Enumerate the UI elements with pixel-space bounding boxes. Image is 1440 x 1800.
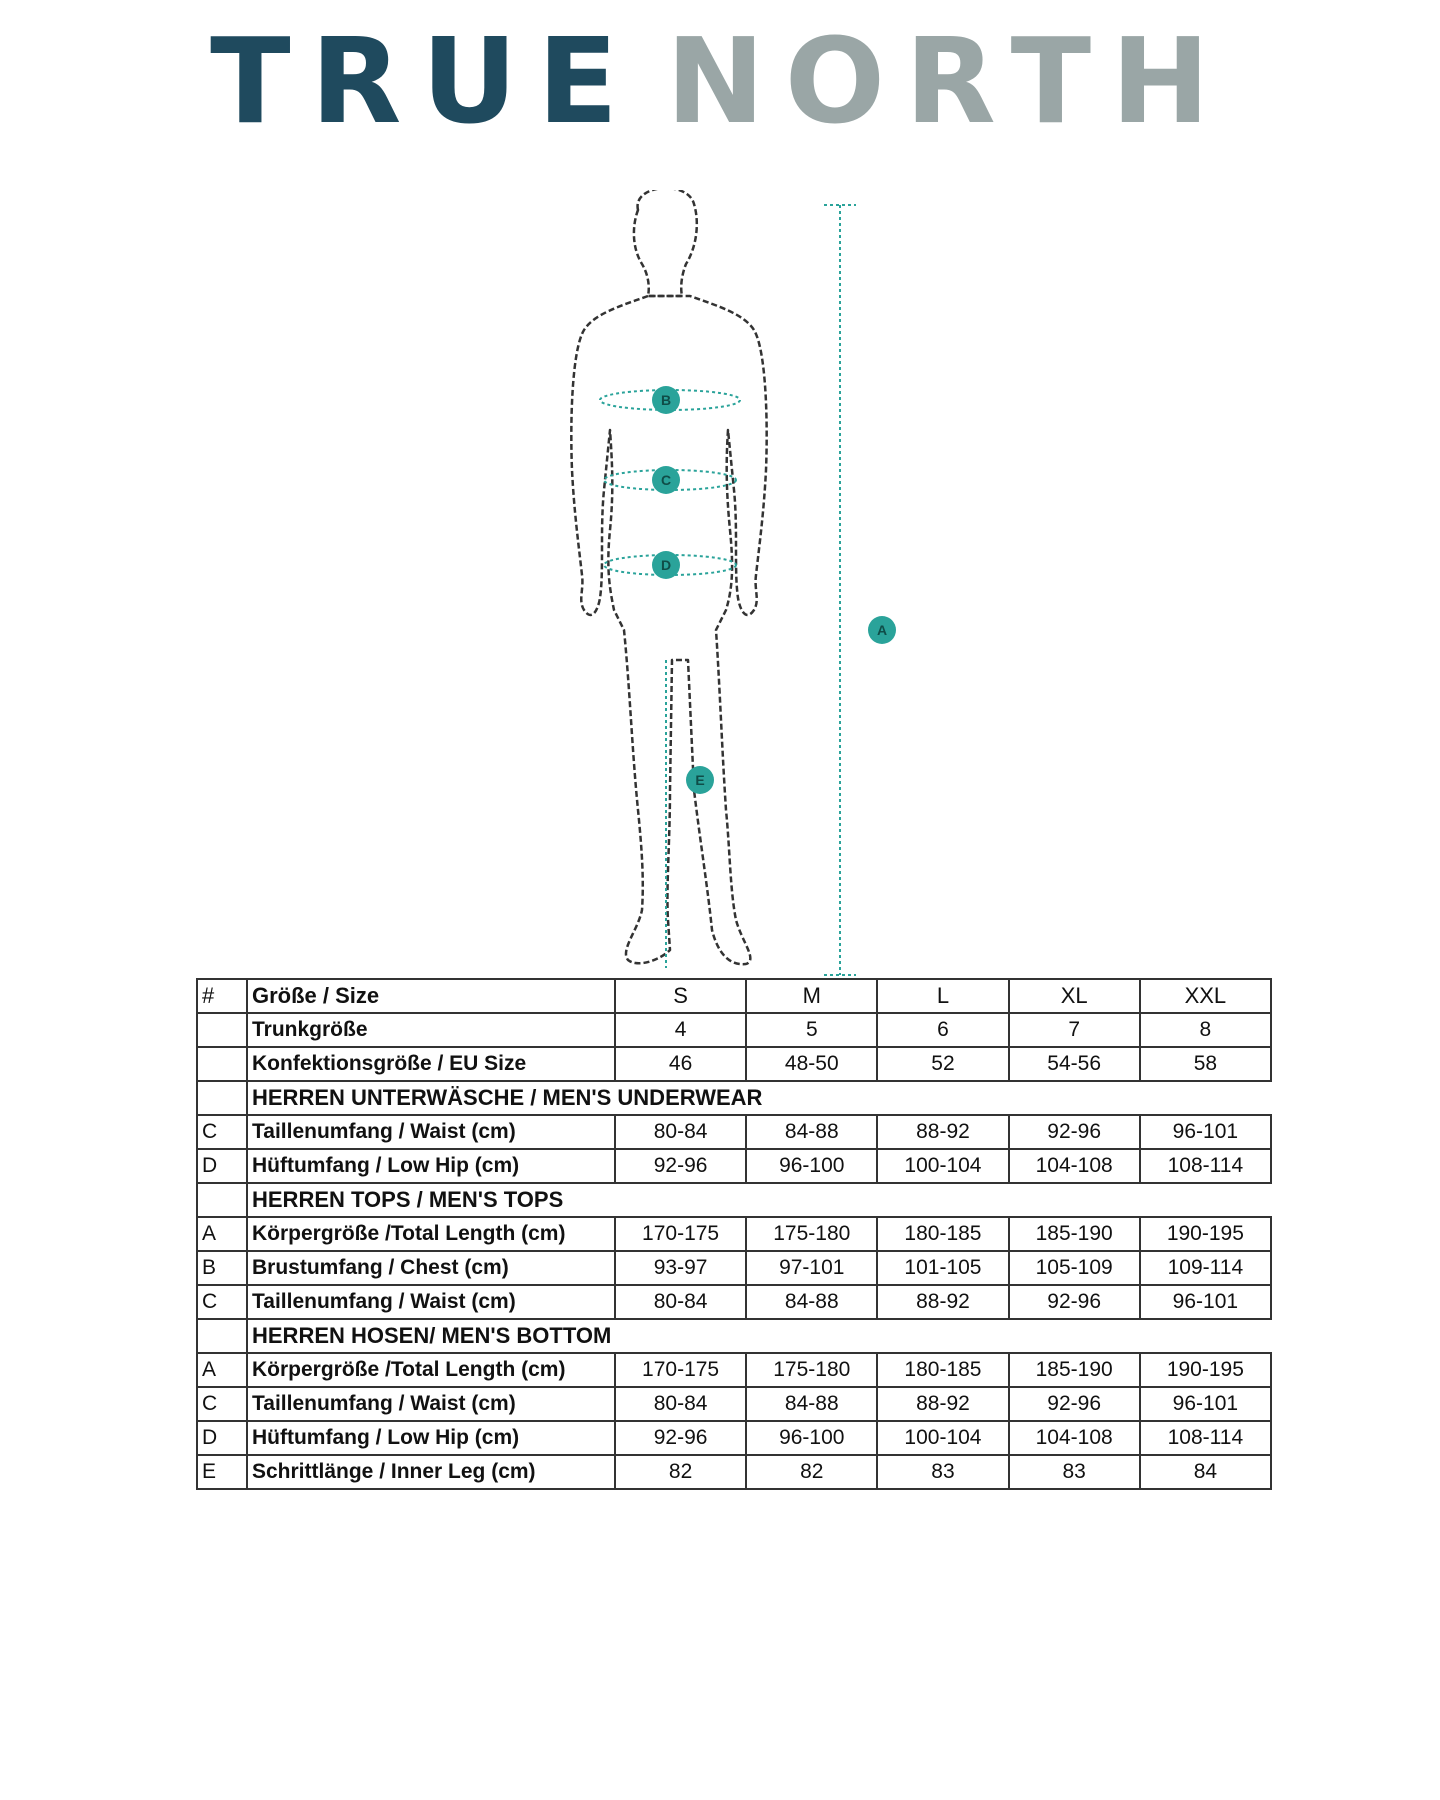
size-value: 88-92 [877, 1115, 1008, 1149]
section-title: HERREN HOSEN/ MEN'S BOTTOM [247, 1319, 1271, 1353]
section-title: HERREN UNTERWÄSCHE / MEN'S UNDERWEAR [247, 1081, 1271, 1115]
row-label: Trunkgröße [247, 1013, 615, 1047]
size-value: 83 [877, 1455, 1008, 1489]
size-value: 97-101 [746, 1251, 877, 1285]
size-conversion-row [197, 1047, 1271, 1081]
row-label: Körpergröße /Total Length (cm) [247, 1217, 615, 1251]
measurement-row [197, 1387, 1271, 1421]
size-value: M [746, 979, 877, 1013]
size-value: 88-92 [877, 1387, 1008, 1421]
svg-text:B: B [660, 392, 672, 408]
size-value: 6 [877, 1013, 1008, 1047]
section-header-row [197, 1081, 1271, 1115]
row-label: Taillenumfang / Waist (cm) [247, 1285, 615, 1319]
measurement-row [197, 1115, 1271, 1149]
size-value: 96-101 [1140, 1285, 1271, 1319]
svg-text:C: C [660, 472, 672, 488]
row-label: Größe / Size [247, 979, 615, 1013]
size-value: 4 [615, 1013, 746, 1047]
size-value: 84-88 [746, 1285, 877, 1319]
measurement-row [197, 1421, 1271, 1455]
measurement-row [197, 1285, 1271, 1319]
row-id: C [197, 1115, 247, 1149]
size-value: 83 [1009, 1455, 1140, 1489]
size-value: 96-101 [1140, 1115, 1271, 1149]
marker-d [652, 551, 680, 579]
size-value: 175-180 [746, 1353, 877, 1387]
size-value: 96-100 [746, 1421, 877, 1455]
measurement-row [197, 1353, 1271, 1387]
row-label: Körpergröße /Total Length (cm) [247, 1353, 615, 1387]
size-value: 88-92 [877, 1285, 1008, 1319]
size-value: 170-175 [615, 1353, 746, 1387]
svg-text:E: E [695, 772, 705, 788]
row-id: E [197, 1455, 247, 1489]
size-value: 104-108 [1009, 1149, 1140, 1183]
marker-e [686, 766, 714, 794]
size-value: 80-84 [615, 1285, 746, 1319]
marker-c [652, 466, 680, 494]
section-header-row [197, 1183, 1271, 1217]
brand-word-true: TRUE [210, 12, 638, 150]
section-id-blank [197, 1081, 247, 1115]
row-label: Hüftumfang / Low Hip (cm) [247, 1149, 615, 1183]
size-value: 92-96 [1009, 1387, 1140, 1421]
size-value: 54-56 [1009, 1047, 1140, 1081]
size-value: 80-84 [615, 1115, 746, 1149]
size-value: 185-190 [1009, 1217, 1140, 1251]
section-header-row [197, 1319, 1271, 1353]
size-value: 52 [877, 1047, 1008, 1081]
size-value: 92-96 [1009, 1285, 1140, 1319]
measurement-row [197, 1149, 1271, 1183]
size-value: 180-185 [877, 1353, 1008, 1387]
size-value: 185-190 [1009, 1353, 1140, 1387]
size-value: 48-50 [746, 1047, 877, 1081]
size-value: 82 [615, 1455, 746, 1489]
svg-text:A: A [876, 622, 888, 638]
size-chart-table [196, 978, 1272, 1490]
row-id [197, 1013, 247, 1047]
section-title: HERREN TOPS / MEN'S TOPS [247, 1183, 1271, 1217]
row-label: Brustumfang / Chest (cm) [247, 1251, 615, 1285]
row-id: # [197, 979, 247, 1013]
size-value: XXL [1140, 979, 1271, 1013]
size-value: 58 [1140, 1047, 1271, 1081]
marker-b [652, 386, 680, 414]
row-id: A [197, 1353, 247, 1387]
size-value: 46 [615, 1047, 746, 1081]
size-value: 190-195 [1140, 1353, 1271, 1387]
figure-head [634, 190, 697, 296]
row-label: Taillenumfang / Waist (cm) [247, 1387, 615, 1421]
brand-word-north: NORTH [665, 12, 1230, 150]
row-id [197, 1047, 247, 1081]
measurement-row [197, 1217, 1271, 1251]
measurement-row [197, 1251, 1271, 1285]
row-label: Schrittlänge / Inner Leg (cm) [247, 1455, 615, 1489]
row-label: Hüftumfang / Low Hip (cm) [247, 1421, 615, 1455]
size-value: 104-108 [1009, 1421, 1140, 1455]
body-measurement-figure [520, 190, 920, 990]
size-value: 92-96 [615, 1421, 746, 1455]
size-value: 7 [1009, 1013, 1140, 1047]
size-value: 84-88 [746, 1387, 877, 1421]
size-value: 108-114 [1140, 1421, 1271, 1455]
size-value: 109-114 [1140, 1251, 1271, 1285]
row-id: C [197, 1285, 247, 1319]
row-id: D [197, 1421, 247, 1455]
row-id: D [197, 1149, 247, 1183]
row-id: C [197, 1387, 247, 1421]
row-id: B [197, 1251, 247, 1285]
size-value: 180-185 [877, 1217, 1008, 1251]
measurement-row [197, 1455, 1271, 1489]
size-value: 8 [1140, 1013, 1271, 1047]
size-value: 93-97 [615, 1251, 746, 1285]
size-value: L [877, 979, 1008, 1013]
size-value: XL [1009, 979, 1140, 1013]
size-value: 190-195 [1140, 1217, 1271, 1251]
size-value: 108-114 [1140, 1149, 1271, 1183]
table-header-row [197, 979, 1271, 1013]
size-value: 82 [746, 1455, 877, 1489]
svg-text:D: D [660, 557, 672, 573]
size-value: 101-105 [877, 1251, 1008, 1285]
row-label: Konfektionsgröße / EU Size [247, 1047, 615, 1081]
section-id-blank [197, 1183, 247, 1217]
size-value: 170-175 [615, 1217, 746, 1251]
size-value: 84-88 [746, 1115, 877, 1149]
row-label: Taillenumfang / Waist (cm) [247, 1115, 615, 1149]
size-value: 100-104 [877, 1421, 1008, 1455]
size-value: 105-109 [1009, 1251, 1140, 1285]
size-value: 84 [1140, 1455, 1271, 1489]
size-conversion-row [197, 1013, 1271, 1047]
section-id-blank [197, 1319, 247, 1353]
size-value: S [615, 979, 746, 1013]
row-id: A [197, 1217, 247, 1251]
size-value: 80-84 [615, 1387, 746, 1421]
size-value: 96-101 [1140, 1387, 1271, 1421]
size-value: 175-180 [746, 1217, 877, 1251]
size-value: 92-96 [1009, 1115, 1140, 1149]
size-value: 96-100 [746, 1149, 877, 1183]
size-value: 5 [746, 1013, 877, 1047]
size-value: 92-96 [615, 1149, 746, 1183]
marker-a [868, 616, 896, 644]
brand-logo [0, 12, 1440, 150]
size-value: 100-104 [877, 1149, 1008, 1183]
